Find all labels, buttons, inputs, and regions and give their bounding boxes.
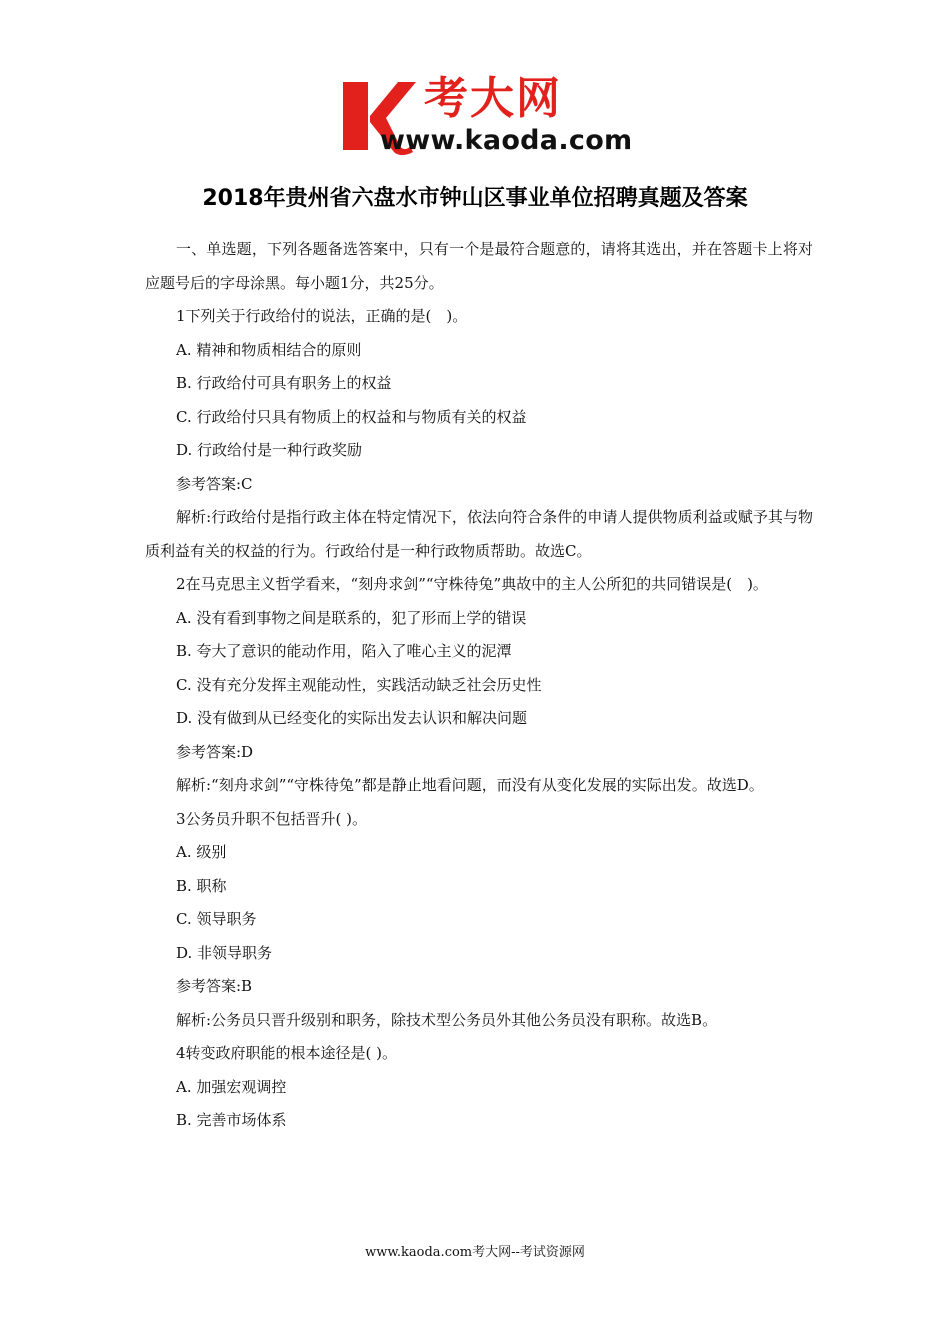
question-3-option-a: A. 级别: [176, 843, 227, 861]
question-1-stem: 1下列关于行政给付的说法，正确的是( )。: [176, 307, 468, 325]
question-2-option-a: A. 没有看到事物之间是联系的，犯了形而上学的错误: [176, 608, 527, 627]
question-2-option-d: D. 没有做到从已经变化的实际出发去认识和解决问题: [176, 709, 528, 727]
question-1-analysis: 解析:行政给付是指行政主体在特定情况下，依法向符合条件的申请人提供物质利益或赋予其与物质利益有关的权益的行为。行政给付是一种行政物质帮助。故选C。: [145, 508, 813, 560]
question-2-answer: 参考答案:D: [176, 742, 254, 761]
logo-url: www.kaoda.com: [380, 125, 633, 156]
question-4-option-a: A. 加强宏观调控: [176, 1077, 287, 1096]
question-3-option-b: B. 职称: [176, 876, 227, 895]
question-1-option-b: B. 行政给付可具有职务上的权益: [176, 374, 392, 392]
question-3-analysis: 解析:公务员只晋升级别和职务，除技术型公务员外其他公务员没有职称。故选B。: [176, 1010, 718, 1029]
question-3-stem: 3公务员升职不包括晋升( )。: [176, 809, 368, 828]
question-1-answer: 参考答案:C: [176, 474, 253, 493]
document-title: 2018年贵州省六盘水市钟山区事业单位招聘真题及答案: [202, 186, 748, 211]
question-3-answer: 参考答案:B: [176, 977, 253, 995]
question-4-stem: 4转变政府职能的根本途径是( )。: [176, 1044, 398, 1062]
question-2-option-c: C. 没有充分发挥主观能动性，实践活动缺乏社会历史性: [176, 675, 542, 694]
question-2-stem: 2在马克思主义哲学看来，“刻舟求剑”“守株待兔”典故中的主人公所犯的共同错误是( )。: [176, 575, 768, 593]
document-body: [145, 233, 813, 1138]
question-4-option-b: B. 完善市场体系: [176, 1111, 287, 1129]
logo-title: 考大网: [424, 73, 562, 124]
question-1-option-d: D. 行政给付是一种行政奖励: [176, 441, 363, 459]
question-1-option-c: C. 行政给付只具有物质上的权益和与物质有关的权益: [176, 407, 527, 426]
question-3-option-d: D. 非领导职务: [176, 943, 273, 962]
section-intro: 一、单选题，下列各题备选答案中，只有一个是最符合题意的，请将其选出，并在答题卡上将对应题号后的字母涂黑。每小题1分，共25分。: [145, 240, 813, 292]
page-footer: www.kaoda.com考大网--考试资源网: [365, 1245, 585, 1260]
kaoda-logo: [338, 73, 658, 160]
question-3-option-c: C. 领导职务: [176, 910, 257, 928]
question-2-analysis: 解析:“刻舟求剑”“守株待兔”都是静止地看问题，而没有从变化发展的实际出发。故选D。: [176, 776, 764, 794]
question-1-option-a: A. 精神和物质相结合的原则: [176, 340, 362, 359]
question-2-option-b: B. 夸大了意识的能动作用，陷入了唯心主义的泥潭: [176, 642, 512, 660]
